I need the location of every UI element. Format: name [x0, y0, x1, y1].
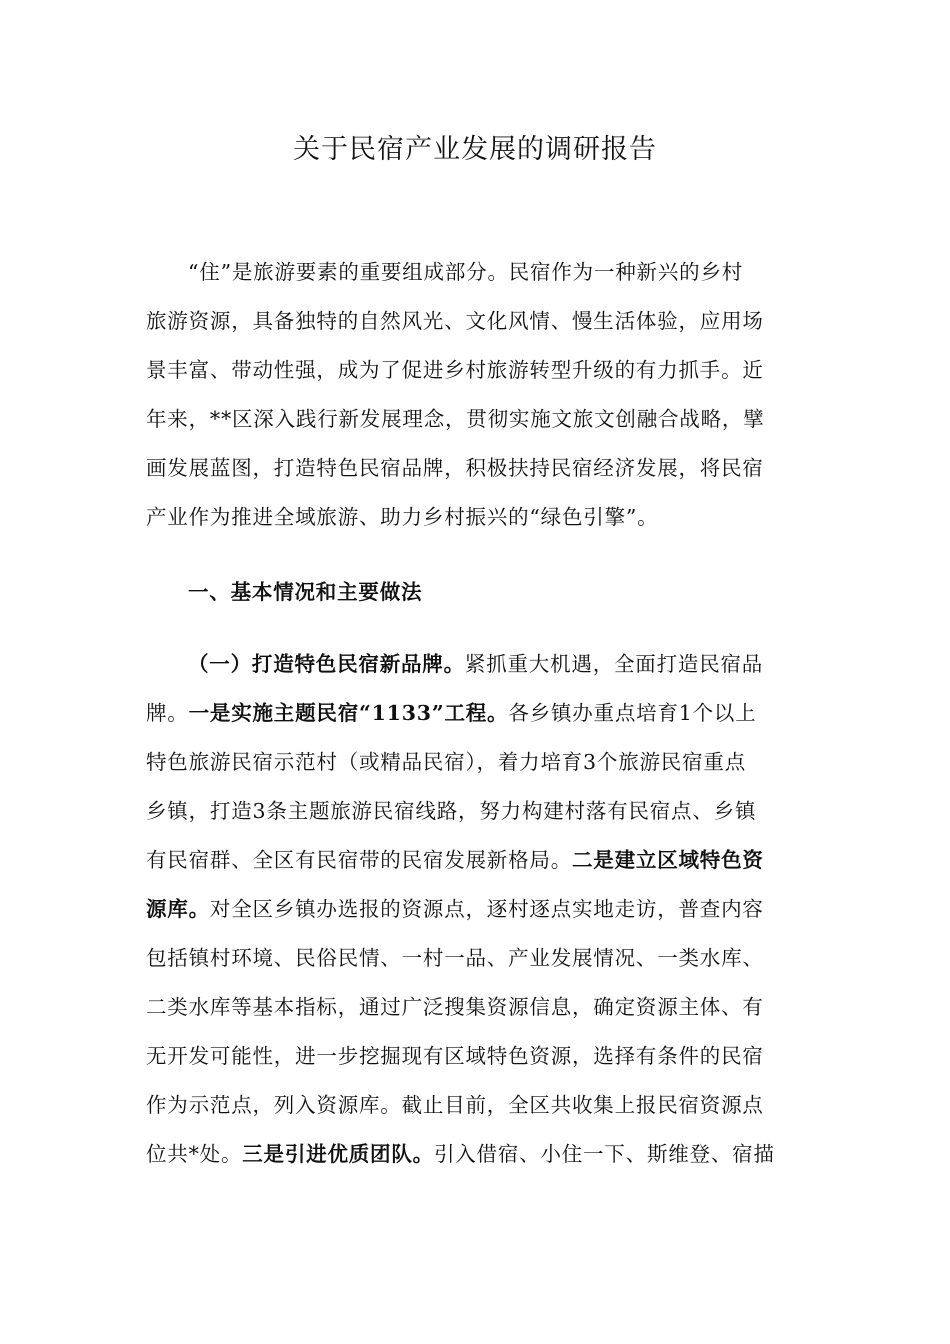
intro-line-4: 年来，**区深入践行新发展理念，贯彻实施文旅文创融合战略，擘: [146, 407, 765, 431]
para2-line-3: 特色旅游民宿示范村（或精品民宿），着力培育3个旅游民宿重点: [146, 750, 746, 774]
para2-line-11: [146, 1139, 775, 1169]
para2-line-10: 作为示范点，列入资源库。截止目前，全区共收集上报民宿资源点: [146, 1093, 764, 1117]
para2-line-4: 乡镇，打造3条主题旅游民宿线路，努力构建村落有民宿点、乡镇: [146, 799, 757, 823]
para2-text: 牌。: [146, 701, 189, 725]
para2-line-1: [188, 649, 763, 679]
para2-text: 位共*处。: [146, 1142, 243, 1166]
point-2-heading: 二是建立区域特色资: [572, 848, 764, 872]
para2-line-6: [146, 894, 764, 924]
document-title: 关于民宿产业发展的调研报告: [293, 134, 657, 165]
para2-text: 各乡镇办重点培育1个以上: [508, 701, 757, 725]
para2-text: 对全区乡镇办选报的资源点，逐村逐点实地走访，普查内容: [209, 897, 764, 921]
para2-text: 引入借宿、小住一下、斯维登、宿描: [433, 1142, 775, 1166]
section-heading-1: 一、基本情况和主要做法: [188, 580, 423, 604]
subheading-1: （一）打造特色民宿新品牌。: [188, 652, 465, 676]
para2-text: 有民宿群、全区有民宿带的民宿发展新格局。: [146, 848, 572, 872]
point-3-heading: 三是引进优质团队。: [242, 1142, 434, 1166]
point-2-heading-cont: 源库。: [146, 897, 210, 921]
intro-line-5: 画发展蓝图，打造特色民宿品牌，积极扶持民宿经济发展，将民宿: [146, 456, 764, 480]
intro-line-3: 景丰富、带动性强，成为了促进乡村旅游转型升级的有力抓手。近: [146, 358, 764, 382]
intro-line-6: 产业作为推进全域旅游、助力乡村振兴的“绿色引擎”。: [146, 505, 659, 529]
point-1-heading: 一是实施主题民宿“1133”工程。: [188, 701, 509, 725]
para2-line-7: 包括镇村环境、民俗民情、一村一品、产业发展情况、一类水库、: [146, 946, 764, 970]
para2-line-2: [146, 698, 757, 728]
para2-line-8: 二类水库等基本指标，通过广泛搜集资源信息，确定资源主体、有: [146, 995, 764, 1019]
intro-line-2: 旅游资源，具备独特的自然风光、文化风情、慢生活体验，应用场: [146, 309, 764, 333]
intro-line-1: “住”是旅游要素的重要组成部分。民宿作为一种新兴的乡村: [188, 260, 744, 284]
para2-line-9: 无开发可能性，进一步挖掘现有区域特色资源，选择有条件的民宿: [146, 1044, 764, 1068]
para2-line-5: [146, 845, 764, 875]
para2-text: 紧抓重大机遇，全面打造民宿品: [464, 652, 764, 676]
